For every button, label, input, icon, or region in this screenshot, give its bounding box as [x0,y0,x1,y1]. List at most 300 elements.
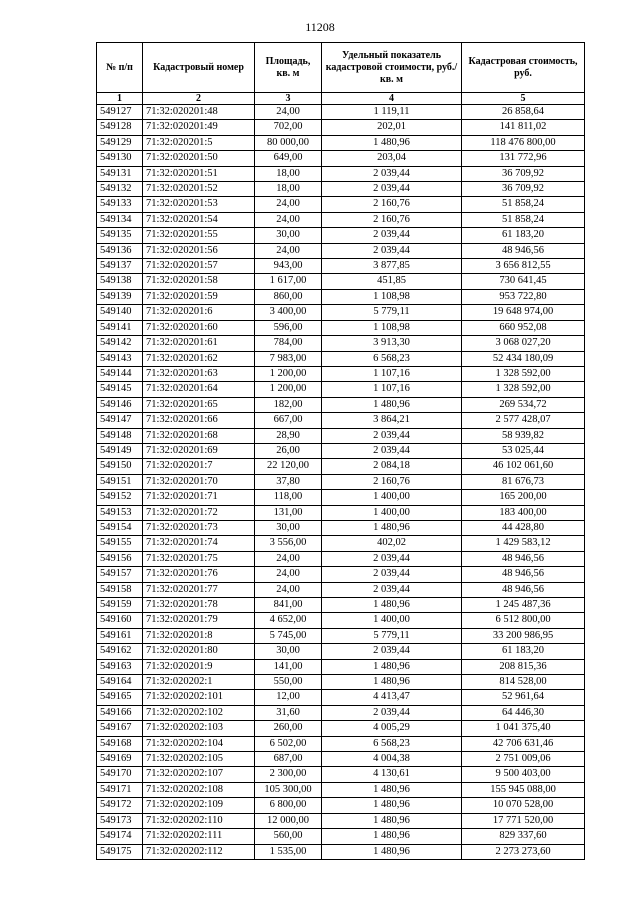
unit-value-cell: 1 107,16 [322,366,462,381]
area-cell: 12,00 [255,690,322,705]
table-row [97,675,585,690]
table-row [97,829,585,844]
cadastral-number-cell: 71:32:020201:75 [143,551,255,566]
cadastral-value-cell: 51 858,24 [462,212,585,227]
row-number-cell: 549147 [97,413,143,428]
row-number-cell: 549156 [97,551,143,566]
table-row [97,259,585,274]
row-number-cell: 549170 [97,767,143,782]
row-number-cell: 549141 [97,320,143,335]
unit-value-cell: 3 877,85 [322,259,462,274]
cadastral-number-cell: 71:32:020201:57 [143,259,255,274]
row-number-cell: 549174 [97,829,143,844]
row-number-cell: 549154 [97,520,143,535]
cadastral-number-cell: 71:32:020201:9 [143,659,255,674]
row-number-cell: 549162 [97,644,143,659]
header-area: Площадь, кв. м [255,43,322,93]
cadastral-number-cell: 71:32:020201:60 [143,320,255,335]
area-cell: 3 556,00 [255,536,322,551]
area-cell: 12 000,00 [255,813,322,828]
cadastral-number-cell: 71:32:020202:104 [143,736,255,751]
unit-value-cell: 2 160,76 [322,474,462,489]
table-row [97,752,585,767]
row-number-cell: 549146 [97,397,143,412]
cadastral-number-cell: 71:32:020201:6 [143,305,255,320]
area-cell: 141,00 [255,659,322,674]
cadastral-value-cell: 9 500 403,00 [462,767,585,782]
area-cell: 260,00 [255,721,322,736]
row-number-cell: 549157 [97,567,143,582]
unit-value-cell: 3 864,21 [322,413,462,428]
area-cell: 784,00 [255,336,322,351]
unit-value-cell: 1 108,98 [322,289,462,304]
area-cell: 28,90 [255,428,322,443]
row-number-cell: 549131 [97,166,143,181]
row-number-cell: 549138 [97,274,143,289]
cadastral-number-cell: 71:32:020201:53 [143,197,255,212]
table-row [97,598,585,613]
area-cell: 5 745,00 [255,628,322,643]
cadastral-number-cell: 71:32:020201:8 [143,628,255,643]
table-row [97,813,585,828]
area-cell: 1 617,00 [255,274,322,289]
cadastral-number-cell: 71:32:020201:78 [143,598,255,613]
cadastral-number-cell: 71:32:020201:68 [143,428,255,443]
table-row [97,274,585,289]
unit-value-cell: 1 119,11 [322,105,462,120]
cadastral-value-cell: 46 102 061,60 [462,459,585,474]
row-number-cell: 549142 [97,336,143,351]
row-number-cell: 549152 [97,490,143,505]
cadastral-value-cell: 2 577 428,07 [462,413,585,428]
table-row [97,151,585,166]
table-row [97,736,585,751]
cadastral-number-cell: 71:32:020201:74 [143,536,255,551]
cadastral-number-cell: 71:32:020201:79 [143,613,255,628]
header-row-number: № п/п [97,43,143,93]
unit-value-cell: 2 039,44 [322,228,462,243]
page-number: 11208 [305,20,335,34]
table-row [97,721,585,736]
cadastral-value-cell: 953 722,80 [462,289,585,304]
unit-value-cell: 1 480,96 [322,135,462,150]
row-number-cell: 549161 [97,628,143,643]
cadastral-value-cell: 61 183,20 [462,228,585,243]
table-row [97,551,585,566]
column-number: 1 [97,93,143,105]
cadastral-value-cell: 165 200,00 [462,490,585,505]
table-row [97,289,585,304]
unit-value-cell: 2 039,44 [322,582,462,597]
unit-value-cell: 1 480,96 [322,813,462,828]
unit-value-cell: 5 779,11 [322,628,462,643]
cadastral-number-cell: 71:32:020201:58 [143,274,255,289]
column-number: 4 [322,93,462,105]
unit-value-cell: 2 039,44 [322,428,462,443]
table-row [97,659,585,674]
table-row [97,767,585,782]
table-row [97,336,585,351]
row-number-cell: 549166 [97,705,143,720]
table-row [97,782,585,797]
row-number-cell: 549129 [97,135,143,150]
area-cell: 550,00 [255,675,322,690]
area-cell: 560,00 [255,829,322,844]
cadastral-number-cell: 71:32:020202:102 [143,705,255,720]
unit-value-cell: 203,04 [322,151,462,166]
table-row [97,305,585,320]
table-row [97,228,585,243]
cadastral-value-cell: 48 946,56 [462,567,585,582]
unit-value-cell: 1 480,96 [322,520,462,535]
table-row [97,105,585,120]
row-number-cell: 549127 [97,105,143,120]
area-cell: 596,00 [255,320,322,335]
cadastral-number-cell: 71:32:020201:69 [143,443,255,458]
area-cell: 943,00 [255,259,322,274]
cadastral-value-cell: 48 946,56 [462,582,585,597]
cadastral-value-cell: 3 068 027,20 [462,336,585,351]
table-row [97,628,585,643]
cadastral-value-cell: 64 446,30 [462,705,585,720]
row-number-cell: 549134 [97,212,143,227]
cadastral-value-cell: 51 858,24 [462,197,585,212]
cadastral-number-cell: 71:32:020202:108 [143,782,255,797]
cadastral-number-cell: 71:32:020201:59 [143,289,255,304]
cadastral-number-cell: 71:32:020201:70 [143,474,255,489]
table-row [97,798,585,813]
table-row [97,536,585,551]
cadastral-number-cell: 71:32:020202:112 [143,844,255,859]
cadastral-value-cell: 730 641,45 [462,274,585,289]
table-row [97,474,585,489]
cadastral-number-cell: 71:32:020201:65 [143,397,255,412]
row-number-cell: 549135 [97,228,143,243]
area-cell: 1 200,00 [255,366,322,381]
row-number-cell: 549128 [97,120,143,135]
cadastral-number-cell: 71:32:020201:77 [143,582,255,597]
unit-value-cell: 3 913,30 [322,336,462,351]
unit-value-cell: 1 480,96 [322,397,462,412]
area-cell: 24,00 [255,243,322,258]
unit-value-cell: 2 039,44 [322,644,462,659]
cadastral-number-cell: 71:32:020201:72 [143,505,255,520]
table-row [97,120,585,135]
area-cell: 6 502,00 [255,736,322,751]
area-cell: 18,00 [255,166,322,181]
cadastral-value-cell: 17 771 520,00 [462,813,585,828]
row-number-cell: 549173 [97,813,143,828]
cadastral-value-cell: 183 400,00 [462,505,585,520]
cadastral-number-cell: 71:32:020202:105 [143,752,255,767]
table-row [97,366,585,381]
cadastral-number-cell: 71:32:020202:110 [143,813,255,828]
cadastral-value-cell: 52 434 180,09 [462,351,585,366]
unit-value-cell: 1 400,00 [322,490,462,505]
cadastral-value-cell: 814 528,00 [462,675,585,690]
table-row [97,844,585,859]
area-cell: 6 800,00 [255,798,322,813]
table-row [97,197,585,212]
unit-value-cell: 1 400,00 [322,505,462,520]
cadastral-value-cell: 1 328 592,00 [462,382,585,397]
area-cell: 30,00 [255,228,322,243]
row-number-cell: 549175 [97,844,143,859]
unit-value-cell: 1 480,96 [322,829,462,844]
area-cell: 31,60 [255,705,322,720]
area-cell: 26,00 [255,443,322,458]
area-cell: 30,00 [255,520,322,535]
cadastral-value-cell: 10 070 528,00 [462,798,585,813]
row-number-cell: 549143 [97,351,143,366]
area-cell: 3 400,00 [255,305,322,320]
area-cell: 7 983,00 [255,351,322,366]
cadastral-number-cell: 71:32:020201:62 [143,351,255,366]
area-cell: 105 300,00 [255,782,322,797]
area-cell: 24,00 [255,212,322,227]
row-number-cell: 549145 [97,382,143,397]
unit-value-cell: 1 108,98 [322,320,462,335]
row-number-cell: 549140 [97,305,143,320]
column-number: 3 [255,93,322,105]
cadastral-number-cell: 71:32:020201:55 [143,228,255,243]
unit-value-cell: 2 160,76 [322,212,462,227]
unit-value-cell: 1 107,16 [322,382,462,397]
cadastral-number-cell: 71:32:020202:111 [143,829,255,844]
area-cell: 30,00 [255,644,322,659]
cadastral-number-cell: 71:32:020201:7 [143,459,255,474]
cadastral-number-cell: 71:32:020201:76 [143,567,255,582]
area-cell: 131,00 [255,505,322,520]
unit-value-cell: 4 004,38 [322,752,462,767]
cadastral-value-cell: 660 952,08 [462,320,585,335]
cadastral-value-cell: 58 939,82 [462,428,585,443]
unit-value-cell: 4 130,61 [322,767,462,782]
cadastral-number-cell: 71:32:020201:63 [143,366,255,381]
cadastral-number-cell: 71:32:020202:103 [143,721,255,736]
cadastral-value-cell: 118 476 800,00 [462,135,585,150]
cadastral-number-cell: 71:32:020201:54 [143,212,255,227]
cadastral-number-cell: 71:32:020202:109 [143,798,255,813]
cadastral-number-cell: 71:32:020201:48 [143,105,255,120]
row-number-cell: 549159 [97,598,143,613]
column-number-row [97,93,585,105]
cadastral-value-cell: 1 245 487,36 [462,598,585,613]
row-number-cell: 549132 [97,182,143,197]
cadastral-number-cell: 71:32:020202:101 [143,690,255,705]
row-number-cell: 549130 [97,151,143,166]
row-number-cell: 549165 [97,690,143,705]
row-number-cell: 549137 [97,259,143,274]
unit-value-cell: 2 039,44 [322,443,462,458]
column-number: 2 [143,93,255,105]
cadastral-number-cell: 71:32:020201:56 [143,243,255,258]
area-cell: 1 535,00 [255,844,322,859]
header-cadastral-number: Кадастровый номер [143,43,255,93]
unit-value-cell: 451,85 [322,274,462,289]
cadastral-value-cell: 155 945 088,00 [462,782,585,797]
unit-value-cell: 1 480,96 [322,782,462,797]
row-number-cell: 549139 [97,289,143,304]
row-number-cell: 549164 [97,675,143,690]
table-row [97,182,585,197]
row-number-cell: 549168 [97,736,143,751]
cadastral-number-cell: 71:32:020201:49 [143,120,255,135]
cadastral-value-cell: 52 961,64 [462,690,585,705]
unit-value-cell: 2 160,76 [322,197,462,212]
unit-value-cell: 402,02 [322,536,462,551]
cadastral-value-cell: 6 512 800,00 [462,613,585,628]
table-row [97,320,585,335]
row-number-cell: 549158 [97,582,143,597]
area-cell: 24,00 [255,567,322,582]
row-number-cell: 549151 [97,474,143,489]
area-cell: 702,00 [255,120,322,135]
area-cell: 22 120,00 [255,459,322,474]
table-row [97,644,585,659]
cadastral-value-cell: 81 676,73 [462,474,585,489]
row-number-cell: 549149 [97,443,143,458]
table-row [97,459,585,474]
cadastral-value-cell: 2 751 009,06 [462,752,585,767]
cadastral-value-cell: 131 772,96 [462,151,585,166]
unit-value-cell: 1 480,96 [322,659,462,674]
cadastral-value-cell: 1 328 592,00 [462,366,585,381]
cadastral-value-cell: 36 709,92 [462,166,585,181]
cadastral-number-cell: 71:32:020201:61 [143,336,255,351]
unit-value-cell: 2 039,44 [322,182,462,197]
area-cell: 18,00 [255,182,322,197]
unit-value-cell: 2 039,44 [322,705,462,720]
row-number-cell: 549148 [97,428,143,443]
unit-value-cell: 6 568,23 [322,351,462,366]
cadastral-value-cell: 36 709,92 [462,182,585,197]
cadastral-value-cell: 61 183,20 [462,644,585,659]
table-row [97,613,585,628]
table-row [97,428,585,443]
cadastral-number-cell: 71:32:020201:51 [143,166,255,181]
cadastral-number-cell: 71:32:020201:52 [143,182,255,197]
cadastral-value-cell: 208 815,36 [462,659,585,674]
area-cell: 24,00 [255,582,322,597]
unit-value-cell: 1 400,00 [322,613,462,628]
table-row [97,582,585,597]
column-number: 5 [462,93,585,105]
cadastral-number-cell: 71:32:020201:80 [143,644,255,659]
unit-value-cell: 5 779,11 [322,305,462,320]
table-row [97,690,585,705]
table-row [97,243,585,258]
area-cell: 182,00 [255,397,322,412]
cadastral-value-cell: 48 946,56 [462,243,585,258]
unit-value-cell: 1 480,96 [322,798,462,813]
cadastral-value-cell: 2 273 273,60 [462,844,585,859]
area-cell: 24,00 [255,197,322,212]
table-row [97,166,585,181]
table-row [97,212,585,227]
table-row [97,397,585,412]
unit-value-cell: 202,01 [322,120,462,135]
area-cell: 2 300,00 [255,767,322,782]
area-cell: 24,00 [255,105,322,120]
unit-value-cell: 1 480,96 [322,598,462,613]
unit-value-cell: 4 005,29 [322,721,462,736]
cadastral-value-cell: 269 534,72 [462,397,585,412]
unit-value-cell: 2 039,44 [322,243,462,258]
cadastral-value-cell: 141 811,02 [462,120,585,135]
unit-value-cell: 2 039,44 [322,551,462,566]
area-cell: 667,00 [255,413,322,428]
row-number-cell: 549136 [97,243,143,258]
cadastral-number-cell: 71:32:020201:66 [143,413,255,428]
row-number-cell: 549163 [97,659,143,674]
cadastral-value-cell: 53 025,44 [462,443,585,458]
cadastral-number-cell: 71:32:020202:1 [143,675,255,690]
cadastral-number-cell: 71:32:020202:107 [143,767,255,782]
table-row [97,351,585,366]
row-number-cell: 549133 [97,197,143,212]
cadastral-number-cell: 71:32:020201:50 [143,151,255,166]
header-cadastral-value: Кадастровая стоимость, руб. [462,43,585,93]
unit-value-cell: 6 568,23 [322,736,462,751]
table-row [97,505,585,520]
unit-value-cell: 4 413,47 [322,690,462,705]
cadastral-value-cell: 1 041 375,40 [462,721,585,736]
table-row [97,705,585,720]
cadastral-number-cell: 71:32:020201:73 [143,520,255,535]
unit-value-cell: 2 039,44 [322,166,462,181]
header-row [97,43,585,93]
row-number-cell: 549153 [97,505,143,520]
cadastral-value-cell: 26 858,64 [462,105,585,120]
cadastral-value-cell: 829 337,60 [462,829,585,844]
table-row [97,520,585,535]
cadastral-value-cell: 3 656 812,55 [462,259,585,274]
cadastral-value-cell: 44 428,80 [462,520,585,535]
unit-value-cell: 1 480,96 [322,844,462,859]
row-number-cell: 549171 [97,782,143,797]
table-row [97,413,585,428]
cadastral-value-table [96,42,585,860]
row-number-cell: 549144 [97,366,143,381]
row-number-cell: 549160 [97,613,143,628]
cadastral-value-cell: 48 946,56 [462,551,585,566]
cadastral-number-cell: 71:32:020201:71 [143,490,255,505]
cadastral-value-cell: 33 200 986,95 [462,628,585,643]
table-row [97,490,585,505]
table-row [97,443,585,458]
table-row [97,567,585,582]
row-number-cell: 549150 [97,459,143,474]
area-cell: 649,00 [255,151,322,166]
row-number-cell: 549167 [97,721,143,736]
cadastral-value-cell: 42 706 631,46 [462,736,585,751]
area-cell: 841,00 [255,598,322,613]
area-cell: 687,00 [255,752,322,767]
area-cell: 1 200,00 [255,382,322,397]
unit-value-cell: 1 480,96 [322,675,462,690]
unit-value-cell: 2 084,18 [322,459,462,474]
area-cell: 24,00 [255,551,322,566]
cadastral-value-cell: 19 648 974,00 [462,305,585,320]
row-number-cell: 549169 [97,752,143,767]
table-row [97,135,585,150]
unit-value-cell: 2 039,44 [322,567,462,582]
area-cell: 80 000,00 [255,135,322,150]
header-unit-value: Удельный показатель кадастровой стоимости, руб./кв. м [322,43,462,93]
area-cell: 860,00 [255,289,322,304]
row-number-cell: 549155 [97,536,143,551]
